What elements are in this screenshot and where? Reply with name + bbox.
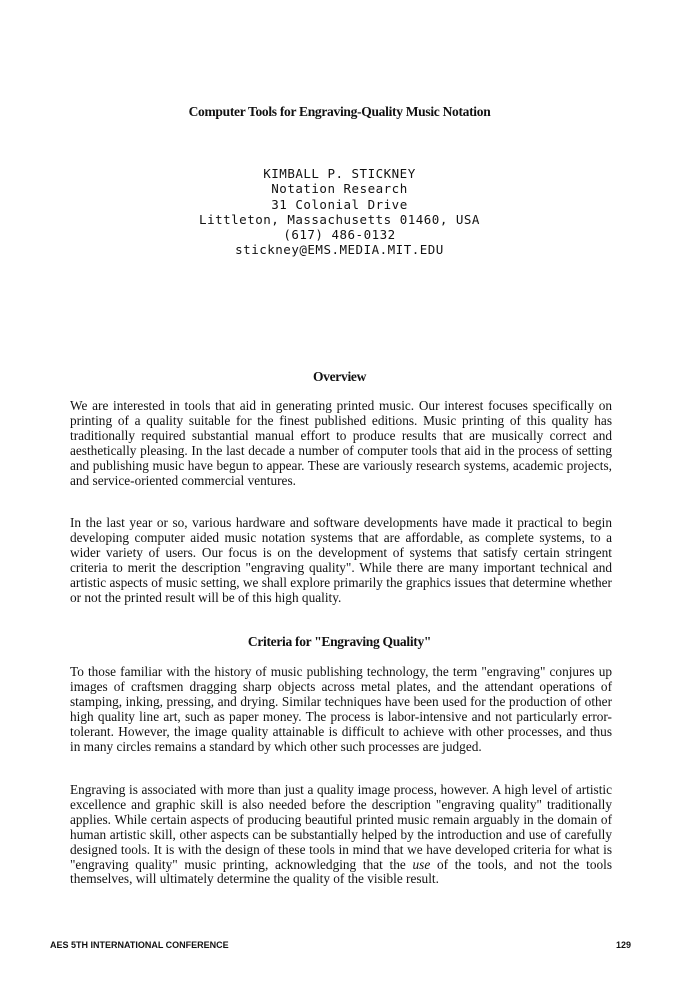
overview-paragraph-1: We are interested in tools that aid in generating printed music. Our interest focuses specifically on printing of a quality suitable for the finest published editions. Music printing of this quality has traditionally required substantial manual effort to produce results that are musically correct and aesthetically pleasing. In the last decade a number of computer tools that aid in the process of setting and publishing music have begun to appear. These are variously research systems, academic projects, and service-oriented commercial ventures.	[70, 398, 612, 488]
author-city: Littleton, Massachusetts 01460, USA	[199, 211, 480, 227]
criteria-paragraph-2-emphasis: use	[412, 856, 431, 872]
paper-title: Computer Tools for Engraving-Quality Music Notation	[188, 104, 491, 119]
criteria-paragraph-2-end: of the tools, and not the tools themselves, will ultimately determine the quality of the visible result.	[70, 856, 612, 887]
author-email: stickney@EMS.MEDIA.MIT.EDU	[235, 242, 444, 258]
criteria-paragraph-2	[70, 783, 612, 887]
criteria-paragraph-1: To those familiar with the history of music publishing technology, the term "engraving" conjures up images of craftsmen dragging sharp objects across metal plates, and the attendant operations of stamping, inking, pressing, and drying. Similar techniques have been used for the production of other high quality line art, such as paper money. The process is labor-intensive and not particularly error-tolerant. However, the image quality attainable is difficult to achieve with other processes, and thus in many circles remains a standard by which other such processes are judged.	[70, 664, 612, 754]
criteria-paragraph-2-start: Engraving is associated with more than just a quality image process, however. A high level of artistic excellence and graphic skill is also needed before the description "engraving quality" traditionally applies. While certain aspects of producing beautiful printed music remain arguably in the domain of human artistic skill, other aspects can be substantially helped by the introduction and use of carefully designed tools. It is with the design of these tools in mind that we have developed criteria for what is "engraving quality" music printing, acknowledging that the	[70, 782, 612, 872]
footer-page-number: 129	[615, 940, 631, 950]
criteria-heading: Criteria for "Engraving Quality"	[247, 634, 432, 649]
footer-conference: AES 5TH INTERNATIONAL CONFERENCE	[50, 940, 229, 950]
author-street: 31 Colonial Drive	[271, 196, 408, 212]
author-phone: (617) 486-0132	[283, 227, 396, 243]
author-name: KIMBALL P. STICKNEY	[263, 166, 416, 181]
overview-paragraph-2: In the last year or so, various hardware and software developments have made it practical to begin developing computer aided music notation systems that are affordable, as complete systems, to a wider variety of users. Our focus is on the development of systems that satisfy certain stringent criteria to merit the description "engraving quality". While there are many important technical and artistic aspects of music setting, we shall explore primarily the graphics issues that determine whether or not the printed result will be of this high quality.	[70, 515, 612, 605]
author-block	[0, 166, 679, 258]
author-organization: Notation Research	[271, 181, 408, 197]
overview-heading: Overview	[312, 369, 367, 384]
